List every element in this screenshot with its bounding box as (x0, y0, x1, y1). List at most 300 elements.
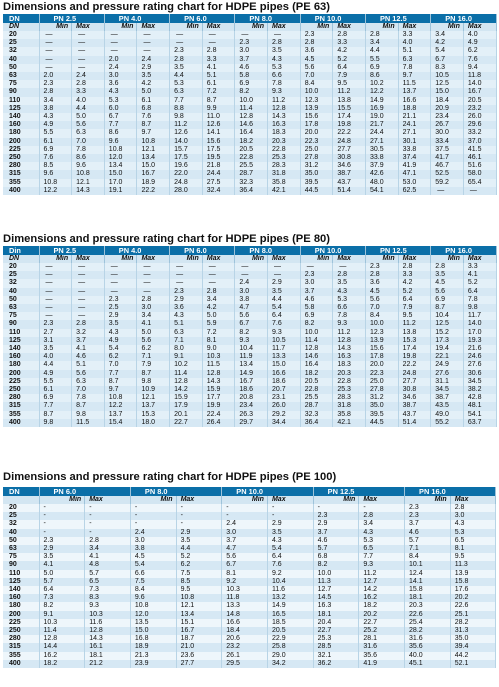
min-cell: 44.5 (300, 187, 333, 195)
table-row (3, 146, 496, 154)
table-row (3, 660, 496, 668)
dn-cell: 110 (3, 97, 39, 105)
max-cell: 18.5 (267, 619, 313, 627)
max-cell: 31.8 (268, 170, 301, 178)
min-cell: 12.3 (365, 329, 398, 337)
max-cell: 22.6 (450, 602, 496, 610)
max-cell: 9.9 (202, 105, 235, 113)
max-cell: - (267, 512, 313, 520)
max-subheader: Max (450, 496, 496, 504)
min-subheader: Min (170, 23, 203, 31)
min-cell: 10.0 (235, 97, 268, 105)
min-cell: 2.3 (39, 537, 85, 545)
min-cell: 4.5 (431, 279, 464, 287)
max-cell: 15.0 (268, 361, 301, 369)
max-cell: 4.3 (333, 288, 366, 296)
min-cell: — (39, 279, 72, 287)
min-cell: 28.0 (170, 187, 203, 195)
min-cell: 36.4 (235, 187, 268, 195)
table-row (3, 402, 496, 410)
max-subheader: Max (359, 496, 405, 504)
min-cell: 7.7 (170, 97, 203, 105)
table-row (3, 47, 496, 55)
min-cell: 12.8 (39, 635, 85, 643)
max-cell: 8.6 (72, 154, 105, 162)
min-cell: — (170, 31, 203, 39)
min-cell: 3.6 (300, 47, 333, 55)
min-cell: 5.3 (170, 80, 203, 88)
min-cell: 2.4 (235, 279, 268, 287)
max-cell: 6.5 (85, 578, 131, 586)
max-cell: 22.2 (398, 361, 431, 369)
min-cell: 17.9 (170, 402, 203, 410)
dn-cell: 140 (3, 113, 39, 121)
max-cell: 6.5 (359, 545, 405, 553)
max-cell: 5.2 (463, 279, 496, 287)
min-cell: — (300, 263, 333, 271)
min-cell: 7.0 (365, 304, 398, 312)
max-cell: 32.4 (202, 187, 235, 195)
min-cell: 22.8 (235, 154, 268, 162)
min-cell: 15.0 (431, 88, 464, 96)
max-subheader: Max (268, 255, 301, 263)
min-cell: 15.7 (170, 146, 203, 154)
min-cell: 2.3 (39, 320, 72, 328)
min-cell: 19.0 (365, 113, 398, 121)
max-cell: 18.3 (333, 361, 366, 369)
max-cell: 34.6 (333, 162, 366, 170)
min-cell: 38.7 (431, 394, 464, 402)
max-cell: 24.8 (333, 138, 366, 146)
max-cell: 12.1 (176, 602, 222, 610)
max-cell: — (268, 271, 301, 279)
min-cell: 4.1 (39, 561, 85, 569)
max-cell: 16.7 (463, 88, 496, 96)
max-cell: 46.1 (463, 154, 496, 162)
max-cell: — (72, 279, 105, 287)
dn-cell: 400 (3, 419, 39, 427)
pn-header: PN 10.0 (222, 487, 313, 496)
min-cell: 8.2 (300, 320, 333, 328)
max-cell: 7.8 (463, 296, 496, 304)
min-cell: 3.6 (104, 80, 137, 88)
min-cell: 4.5 (300, 56, 333, 64)
min-cell: 3.4 (39, 97, 72, 105)
min-cell: 7.3 (39, 594, 85, 602)
min-cell: 12.7 (313, 586, 359, 594)
min-cell: 22.3 (300, 138, 333, 146)
min-cell: 8.4 (365, 312, 398, 320)
max-cell: 15.9 (202, 386, 235, 394)
min-subheader: Min (39, 255, 72, 263)
max-cell: 6.8 (137, 105, 170, 113)
min-subheader: Min (431, 255, 464, 263)
min-cell: 55.2 (431, 419, 464, 427)
min-cell: — (39, 47, 72, 55)
pe80-title: Dimensions and pressure rating chart for HDPE pipes (PE 80) (3, 233, 331, 245)
table-row (3, 80, 496, 88)
max-cell: 15.0 (137, 162, 170, 170)
max-cell: 7.8 (72, 394, 105, 402)
dn-cell: 355 (3, 652, 39, 660)
max-cell: — (137, 271, 170, 279)
min-cell: 17.5 (170, 154, 203, 162)
max-cell: 4.2 (398, 279, 431, 287)
min-cell: 22.7 (313, 627, 359, 635)
min-cell: 2.5 (104, 304, 137, 312)
min-cell: 6.7 (431, 56, 464, 64)
min-cell: 7.1 (405, 545, 451, 553)
min-cell: 3.7 (235, 56, 268, 64)
min-cell: 41.7 (431, 154, 464, 162)
min-cell: 45.1 (405, 660, 451, 668)
min-cell: 10.0 (365, 320, 398, 328)
max-cell: 35.8 (333, 411, 366, 419)
max-cell: 2.8 (450, 504, 496, 512)
pn-header: PN 4.0 (104, 14, 169, 23)
max-cell: — (72, 296, 105, 304)
dn-subheader: DN (3, 23, 39, 31)
dn-cell: 25 (3, 512, 39, 520)
min-cell: 9.3 (235, 337, 268, 345)
min-cell: 32.1 (313, 652, 359, 660)
min-cell: 9.8 (39, 419, 72, 427)
dn-cell: 200 (3, 370, 39, 378)
min-cell: 3.8 (235, 296, 268, 304)
max-cell: 7.8 (72, 146, 105, 154)
max-cell: 4.0 (398, 39, 431, 47)
min-cell: 2.3 (235, 39, 268, 47)
table-row (3, 304, 496, 312)
min-cell: 6.1 (39, 138, 72, 146)
max-cell: 12.7 (359, 578, 405, 586)
max-cell: 7.8 (333, 312, 366, 320)
min-cell: 7.7 (104, 370, 137, 378)
min-cell: 15.2 (431, 329, 464, 337)
dn-cell: 125 (3, 578, 39, 586)
max-subheader: Max (202, 23, 235, 31)
min-cell: 12.2 (39, 187, 72, 195)
max-cell: 2.9 (267, 520, 313, 528)
min-subheader: Min (300, 255, 333, 263)
max-cell: 14.3 (333, 345, 366, 353)
table-row (3, 121, 496, 129)
max-cell: 11.6 (267, 586, 313, 594)
min-subheader: Min (39, 23, 72, 31)
min-cell: 6.1 (39, 386, 72, 394)
min-cell: 7.7 (39, 402, 72, 410)
max-cell: 7.2 (202, 88, 235, 96)
max-cell: 30.8 (333, 154, 366, 162)
max-cell: 10.8 (176, 594, 222, 602)
max-cell: 13.2 (267, 594, 313, 602)
max-cell: 9.3 (359, 561, 405, 569)
max-cell: 3.0 (137, 304, 170, 312)
max-cell: 11.7 (268, 345, 301, 353)
max-cell: 22.9 (267, 635, 313, 643)
max-cell: 65.4 (463, 179, 496, 187)
pn-header: PN 6.0 (170, 14, 235, 23)
min-cell: 29.5 (222, 660, 268, 668)
min-cell: 12.2 (365, 88, 398, 96)
table-row (3, 537, 496, 545)
max-cell: 8.1 (202, 337, 235, 345)
max-cell: 25.3 (268, 154, 301, 162)
min-cell: 22.8 (300, 386, 333, 394)
pn-header: PN 16.0 (405, 487, 496, 496)
min-cell: 15.8 (405, 586, 451, 594)
min-cell: 4.3 (104, 88, 137, 96)
min-cell: — (39, 288, 72, 296)
min-cell: 2.8 (300, 39, 333, 47)
max-cell: 18.1 (85, 652, 131, 660)
pn-header: PN 2.5 (39, 246, 104, 255)
max-cell: 3.2 (72, 329, 105, 337)
max-cell: 21.0 (176, 643, 222, 651)
max-cell: 6.2 (176, 561, 222, 569)
max-cell: 3.4 (359, 520, 405, 528)
max-cell: 19.8 (333, 121, 366, 129)
table-row (3, 312, 496, 320)
max-cell: 22.2 (333, 129, 366, 137)
min-cell: 8.5 (39, 162, 72, 170)
min-cell: 8.0 (170, 345, 203, 353)
min-cell: — (431, 187, 464, 195)
max-cell: 11.7 (463, 312, 496, 320)
max-cell: 51.4 (333, 187, 366, 195)
min-cell: 20.6 (222, 635, 268, 643)
min-cell: 37.5 (431, 146, 464, 154)
min-cell: 20.1 (170, 411, 203, 419)
dn-cell: 90 (3, 88, 39, 96)
max-cell: 2.4 (137, 56, 170, 64)
min-cell: 2.8 (365, 271, 398, 279)
min-cell: 4.5 (130, 553, 176, 561)
dn-cell: 125 (3, 337, 39, 345)
max-cell: 12.8 (85, 627, 131, 635)
table-row (3, 97, 496, 105)
min-cell: 44.5 (365, 419, 398, 427)
max-cell: 30.1 (398, 138, 431, 146)
min-cell: 12.8 (235, 113, 268, 121)
max-cell: 9.7 (137, 129, 170, 137)
max-cell: 4.1 (85, 553, 131, 561)
max-cell: 11.2 (268, 97, 301, 105)
min-cell: 7.6 (39, 154, 72, 162)
min-cell: 25.5 (235, 162, 268, 170)
max-cell: 16.7 (137, 170, 170, 178)
min-cell: 3.0 (222, 529, 268, 537)
min-cell: 6.9 (39, 394, 72, 402)
max-cell: 9.0 (202, 345, 235, 353)
min-cell: 43.5 (431, 402, 464, 410)
max-cell: 17.4 (333, 113, 366, 121)
max-cell: 21.2 (85, 660, 131, 668)
dn-cell: 280 (3, 162, 39, 170)
min-cell: — (39, 31, 72, 39)
table-row (3, 529, 496, 537)
max-cell: 5.0 (202, 312, 235, 320)
max-cell: — (202, 39, 235, 47)
min-cell: 18.4 (431, 97, 464, 105)
table-row (3, 39, 496, 47)
table-row (3, 31, 496, 39)
min-cell: 36.2 (313, 660, 359, 668)
max-cell: 2.8 (333, 31, 366, 39)
max-cell: 35.8 (268, 179, 301, 187)
min-cell: - (39, 504, 85, 512)
max-cell: 11.8 (463, 72, 496, 80)
min-cell: 31.1 (431, 378, 464, 386)
min-cell: 10.2 (170, 361, 203, 369)
min-cell: 3.0 (235, 288, 268, 296)
min-cell: 20.0 (300, 129, 333, 137)
min-cell: 28.2 (405, 627, 451, 635)
min-cell: — (39, 296, 72, 304)
max-cell: 2.8 (137, 296, 170, 304)
min-cell: 33.4 (431, 138, 464, 146)
max-cell: 13.8 (333, 97, 366, 105)
max-cell: 16.2 (359, 594, 405, 602)
min-cell: 12.5 (431, 320, 464, 328)
max-cell: 14.3 (85, 635, 131, 643)
max-cell: 12.1 (137, 394, 170, 402)
max-cell: 38.7 (333, 170, 366, 178)
min-cell: 49.0 (431, 411, 464, 419)
min-cell: - (313, 504, 359, 512)
min-cell: 35.6 (405, 643, 451, 651)
min-cell: 16.7 (235, 378, 268, 386)
min-cell: 20.9 (431, 105, 464, 113)
table-row (3, 643, 496, 651)
max-cell: 15.5 (333, 105, 366, 113)
table-row (3, 419, 496, 427)
pe100-section (0, 466, 499, 668)
min-cell: — (39, 304, 72, 312)
max-cell: 37.4 (398, 154, 431, 162)
min-cell: 3.7 (222, 537, 268, 545)
min-cell: 3.0 (130, 537, 176, 545)
max-cell: 3.5 (268, 47, 301, 55)
max-cell: 7.0 (72, 138, 105, 146)
max-cell: 10.8 (72, 170, 105, 178)
min-cell: 2.3 (39, 80, 72, 88)
pn-header: PN 10.0 (300, 246, 365, 255)
min-cell: 19.6 (170, 162, 203, 170)
max-cell: 4.3 (267, 537, 313, 545)
min-cell: 26.7 (431, 121, 464, 129)
max-cell: 11.3 (450, 561, 496, 569)
max-cell: 17.7 (202, 394, 235, 402)
max-cell: 7.3 (85, 586, 131, 594)
max-cell: 48.1 (463, 402, 496, 410)
max-cell: 18.0 (137, 419, 170, 427)
min-cell: 6.9 (39, 146, 72, 154)
max-cell: - (176, 512, 222, 520)
dn-subheader: DN (3, 255, 39, 263)
max-cell: 15.1 (176, 619, 222, 627)
min-cell: 4.5 (365, 288, 398, 296)
min-cell: 27.6 (431, 370, 464, 378)
max-cell: 7.6 (137, 113, 170, 121)
min-cell: 4.4 (170, 72, 203, 80)
max-subheader: Max (333, 23, 366, 31)
min-cell: 2.0 (39, 72, 72, 80)
dn-cell: 250 (3, 154, 39, 162)
min-cell: 5.8 (235, 72, 268, 80)
max-cell: — (137, 31, 170, 39)
min-cell: 5.6 (235, 312, 268, 320)
dn-cell: 40 (3, 56, 39, 64)
max-cell: 6.1 (202, 80, 235, 88)
min-subheader: Min (405, 496, 451, 504)
max-cell: 3.3 (202, 56, 235, 64)
max-subheader: Max (85, 496, 131, 504)
table-row (3, 578, 496, 586)
max-cell: 9.3 (268, 329, 301, 337)
dn-cell: 355 (3, 179, 39, 187)
min-cell: 4.9 (39, 121, 72, 129)
min-cell: 10.3 (39, 619, 85, 627)
dn-cell: 160 (3, 121, 39, 129)
max-cell: 18.9 (137, 179, 170, 187)
first-column-header: Din (3, 246, 39, 255)
max-cell: 42.8 (463, 394, 496, 402)
min-subheader: Min (104, 255, 137, 263)
min-cell: 9.7 (104, 386, 137, 394)
max-cell: 21.6 (463, 345, 496, 353)
min-cell: 10.4 (235, 345, 268, 353)
max-cell: 2.8 (72, 80, 105, 88)
min-cell: 24.4 (365, 129, 398, 137)
max-cell: 7.6 (463, 56, 496, 64)
max-cell: - (359, 504, 405, 512)
max-cell: 12.1 (72, 179, 105, 187)
max-cell: — (72, 39, 105, 47)
table-row (3, 162, 496, 170)
max-cell: 22.7 (359, 619, 405, 627)
min-cell: 21.3 (130, 652, 176, 660)
table-row (3, 329, 496, 337)
max-cell: — (72, 312, 105, 320)
max-cell: 4.4 (72, 105, 105, 113)
min-cell: 20.5 (300, 378, 333, 386)
min-cell: 12.0 (130, 611, 176, 619)
min-cell: 26.1 (222, 652, 268, 660)
table-row (3, 520, 496, 528)
min-cell: 25.5 (300, 394, 333, 402)
pn-header: PN 8.0 (235, 246, 300, 255)
table-row (3, 586, 496, 594)
max-cell: — (202, 279, 235, 287)
min-cell: — (39, 271, 72, 279)
max-cell: 4.4 (176, 545, 222, 553)
min-cell: 12.6 (170, 129, 203, 137)
min-subheader: Min (222, 496, 268, 504)
min-cell: 8.1 (222, 570, 268, 578)
min-cell: — (39, 56, 72, 64)
min-cell: 14.6 (235, 121, 268, 129)
table-row (3, 394, 496, 402)
min-cell: 3.8 (130, 545, 176, 553)
min-cell: 2.3 (300, 271, 333, 279)
min-cell: 8.7 (104, 378, 137, 386)
max-cell: 15.8 (450, 578, 496, 586)
max-cell: 38.2 (463, 386, 496, 394)
max-cell: 5.0 (137, 88, 170, 96)
min-cell: 2.3 (313, 512, 359, 520)
min-cell: 3.4 (365, 39, 398, 47)
